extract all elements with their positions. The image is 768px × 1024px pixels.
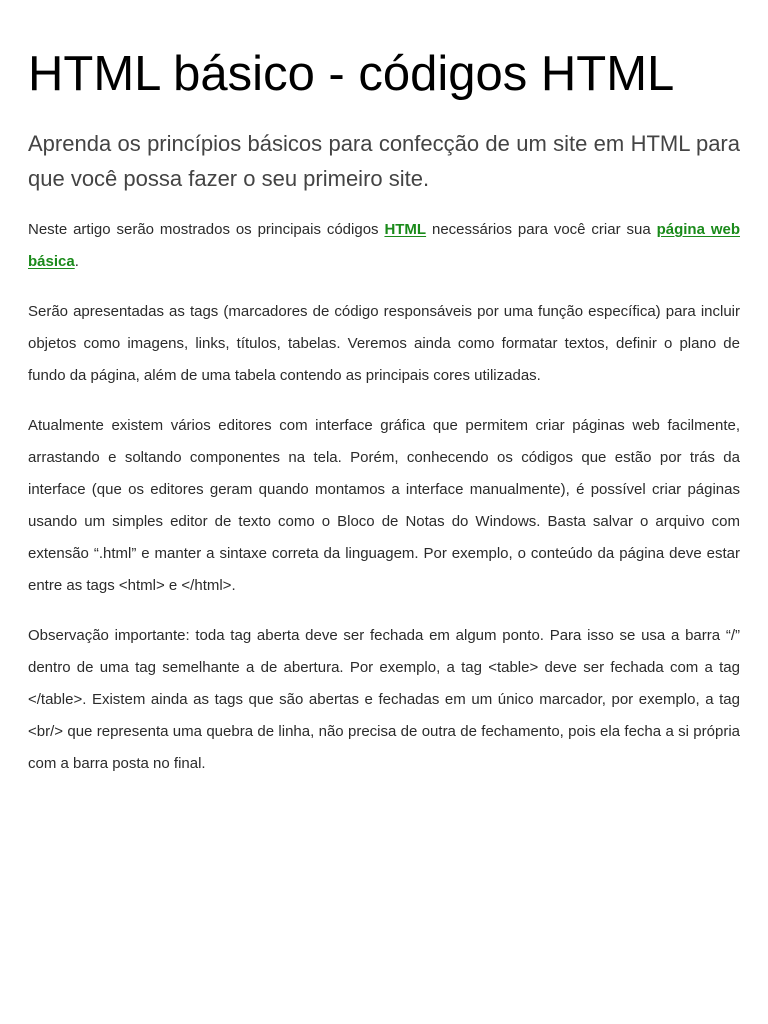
intro-paragraph <box>28 214 740 278</box>
intro-text-before: Neste artigo serão mostrados os principais códigos <box>28 221 385 238</box>
editors-paragraph: Atualmente existem vários editores com interface gráfica que permitem criar páginas web facilmente, arrastando e soltando componentes na tela. Porém, conhecendo os códigos que estão por trás da interface (que os editores geram quando montamos a interface manualmente), é possível criar páginas usando um simples editor de texto como o Bloco de Notas do Windows. Basta salvar o arquivo com extensão “.html” e manter a sintaxe correta da linguagem. Por exemplo, o conteúdo da página deve estar entre as tags <html> e </html>. <box>28 417 740 594</box>
tags-paragraph: Serão apresentadas as tags (marcadores de código responsáveis por uma função específica) para incluir objetos como imagens, links, títulos, tabelas. Veremos ainda como formatar textos, definir o plano de fundo da página, além de uma tabela contendo as principais cores utilizadas. <box>28 303 740 384</box>
note-paragraph: Observação importante: toda tag aberta deve ser fechada em algum ponto. Para isso se usa a barra “/” dentro de uma tag semelhante a de abertura. Por exemplo, a tag <table> deve ser fechada com a tag </table>. Existem ainda as tags que são abertas e fechadas em um único marcador, por exemplo, a tag <br/> que representa uma quebra de linha, não precisa de outra de fechamento, pois ela fecha a si própria com a barra posta no final. <box>28 627 740 772</box>
intro-text-after: . <box>74 253 79 270</box>
article-title: HTML básico - códigos HTML <box>28 47 675 101</box>
article-subtitle: Aprenda os princípios básicos para confecção de um site em HTML para que você possa fazer o seu primeiro site. <box>28 131 740 191</box>
html-link[interactable]: HTML <box>384 221 427 238</box>
intro-text-middle: necessários para você criar sua <box>426 221 657 238</box>
pagina-web-basica-link[interactable]: página web básica <box>28 221 740 270</box>
